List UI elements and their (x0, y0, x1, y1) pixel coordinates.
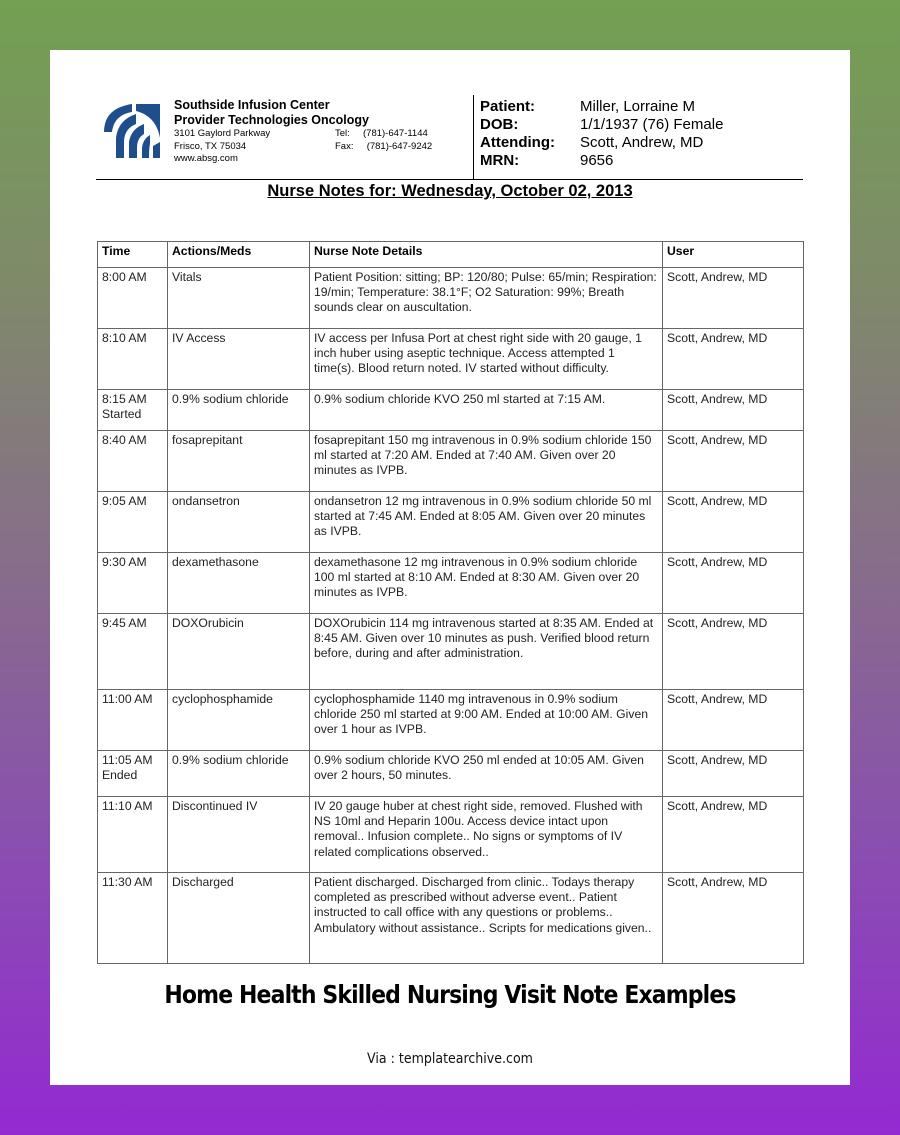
tel-number: (781)-647-1144 (363, 128, 428, 139)
time-cell: 8:15 AM Started (98, 390, 168, 431)
table-row (98, 492, 804, 553)
attending-value: Scott, Andrew, MD (580, 134, 704, 151)
user-cell: Scott, Andrew, MD (663, 431, 804, 492)
time-cell: 9:45 AM (98, 614, 168, 690)
table-row (98, 431, 804, 492)
action-cell: cyclophosphamide (168, 690, 310, 751)
dob-label: DOB: (480, 116, 519, 133)
clinic-logo-icon (102, 102, 162, 160)
user-cell: Scott, Andrew, MD (663, 690, 804, 751)
tel-label: Tel: (335, 128, 350, 139)
details-cell: ondansetron 12 mg intravenous in 0.9% sodium chloride 50 ml started at 7:45 AM. Ended at 8:05 AM. Given over 20 minutes as IVPB. (310, 492, 663, 553)
user-cell: Scott, Andrew, MD (663, 553, 804, 614)
details-cell: 0.9% sodium chloride KVO 250 ml started at 7:15 AM. (310, 390, 663, 431)
action-cell: Discontinued IV (168, 797, 310, 873)
column-header-actions: Actions/Meds (168, 242, 310, 268)
user-cell: Scott, Andrew, MD (663, 390, 804, 431)
mrn-value: 9656 (580, 152, 614, 169)
patient-label: Patient: (480, 98, 536, 115)
time-cell: 11:00 AM (98, 690, 168, 751)
table-row (98, 268, 804, 329)
nurse-notes-document (50, 50, 850, 970)
details-cell: DOXOrubicin 114 mg intravenous started at 8:35 AM. Ended at 8:45 AM. Given over 10 minutes as push. Verified blood return before, during and after administration. (310, 614, 663, 690)
details-cell: Patient discharged. Discharged from clinic.. Todays therapy completed as prescribed without adverse event.. Patient instructed to call office with any questions or problems.. Ambulatory without assistance.. Scripts for medications given.. (310, 873, 663, 964)
table-row (98, 873, 804, 964)
details-cell: IV 20 gauge huber at chest right side, removed. Flushed with NS 10ml and Heparin 100u. Access device intact upon removal.. Infusion complete.. No signs or symptoms of IV related complications observed.. (310, 797, 663, 873)
details-cell: cyclophosphamide 1140 mg intravenous in 0.9% sodium chloride 250 ml started at 9:00 AM. Ended at 10:00 AM. Given over 1 hour as IVPB. (310, 690, 663, 751)
user-cell: Scott, Andrew, MD (663, 329, 804, 390)
details-cell: IV access per Infusa Port at chest right side with 20 gauge, 1 inch huber using aseptic technique. Access attempted 1 time(s). Blood return noted. IV started without difficulty. (310, 329, 663, 390)
fax-number: (781)-647-9242 (366, 140, 433, 152)
time-cell: 8:10 AM (98, 329, 168, 390)
time-cell: 11:10 AM (98, 797, 168, 873)
user-cell: Scott, Andrew, MD (663, 492, 804, 553)
dob-value: 1/1/1937 (76) Female (580, 116, 724, 133)
attending-label: Attending: (480, 134, 555, 151)
time-cell: 11:05 AM Ended (98, 751, 168, 797)
table-row (98, 329, 804, 390)
notes-title: Nurse Notes for: Wednesday, October 02, 2013 (267, 182, 633, 200)
table-row (98, 553, 804, 614)
column-header-details: Nurse Note Details (310, 242, 663, 268)
org-website: www.absg.com (174, 153, 238, 164)
header-rule (96, 179, 803, 180)
action-cell: IV Access (168, 329, 310, 390)
patient-name: Miller, Lorraine M (580, 98, 696, 115)
time-cell: 8:40 AM (98, 431, 168, 492)
user-cell: Scott, Andrew, MD (663, 797, 804, 873)
action-cell: ondansetron (168, 492, 310, 553)
details-cell: fosaprepitant 150 mg intravenous in 0.9% sodium chloride 150 ml started at 7:20 AM. Ended at 7:40 AM. Given over 20 minutes as IVPB. (310, 431, 663, 492)
time-cell: 9:30 AM (98, 553, 168, 614)
time-cell: 11:30 AM (98, 873, 168, 964)
table-row (98, 690, 804, 751)
org-address: 3101 Gaylord Parkway (174, 128, 271, 139)
details-cell: 0.9% sodium chloride KVO 250 ml ended at 10:05 AM. Given over 2 hours, 50 minutes. (310, 751, 663, 797)
page-caption: Home Health Skilled Nursing Visit Note Examples (164, 980, 736, 1009)
org-city: Frisco, TX 75034 (174, 140, 247, 152)
user-cell: Scott, Andrew, MD (663, 751, 804, 797)
user-cell: Scott, Andrew, MD (663, 614, 804, 690)
table-row (98, 797, 804, 873)
action-cell: DOXOrubicin (168, 614, 310, 690)
nurse-notes-table (97, 241, 804, 964)
time-cell: 9:05 AM (98, 492, 168, 553)
action-cell: Vitals (168, 268, 310, 329)
mrn-label: MRN: (480, 152, 520, 169)
action-cell: 0.9% sodium chloride (168, 751, 310, 797)
patient-info (480, 98, 820, 170)
user-cell: Scott, Andrew, MD (663, 873, 804, 964)
table-header-row (98, 242, 804, 268)
header-divider (473, 95, 474, 180)
details-cell: Patient Position: sitting; BP: 120/80; Pulse: 65/min; Respiration: 19/min; Temperature: 38.1°F; O2 Saturation: 99%; Breath sounds clear on auscultation. (310, 268, 663, 329)
table-row (98, 751, 804, 797)
org-department: Provider Technologies Oncology (174, 113, 369, 127)
time-cell: 8:00 AM (98, 268, 168, 329)
table-row (98, 390, 804, 431)
column-header-time: Time (98, 242, 168, 268)
details-cell: dexamethasone 12 mg intravenous in 0.9% sodium chloride 100 ml started at 8:10 AM. Ended at 8:30 AM. Given over 20 minutes as IVPB. (310, 553, 663, 614)
paper (50, 50, 850, 1085)
user-cell: Scott, Andrew, MD (663, 268, 804, 329)
column-header-user: User (663, 242, 804, 268)
org-name: Southside Infusion Center (174, 98, 330, 112)
organization-info (174, 98, 464, 166)
action-cell: dexamethasone (168, 553, 310, 614)
fax-label: Fax: (335, 140, 354, 152)
action-cell: 0.9% sodium chloride (168, 390, 310, 431)
action-cell: fosaprepitant (168, 431, 310, 492)
action-cell: Discharged (168, 873, 310, 964)
source-credit: Via : templatearchive.com (367, 1051, 533, 1067)
table-row (98, 614, 804, 690)
